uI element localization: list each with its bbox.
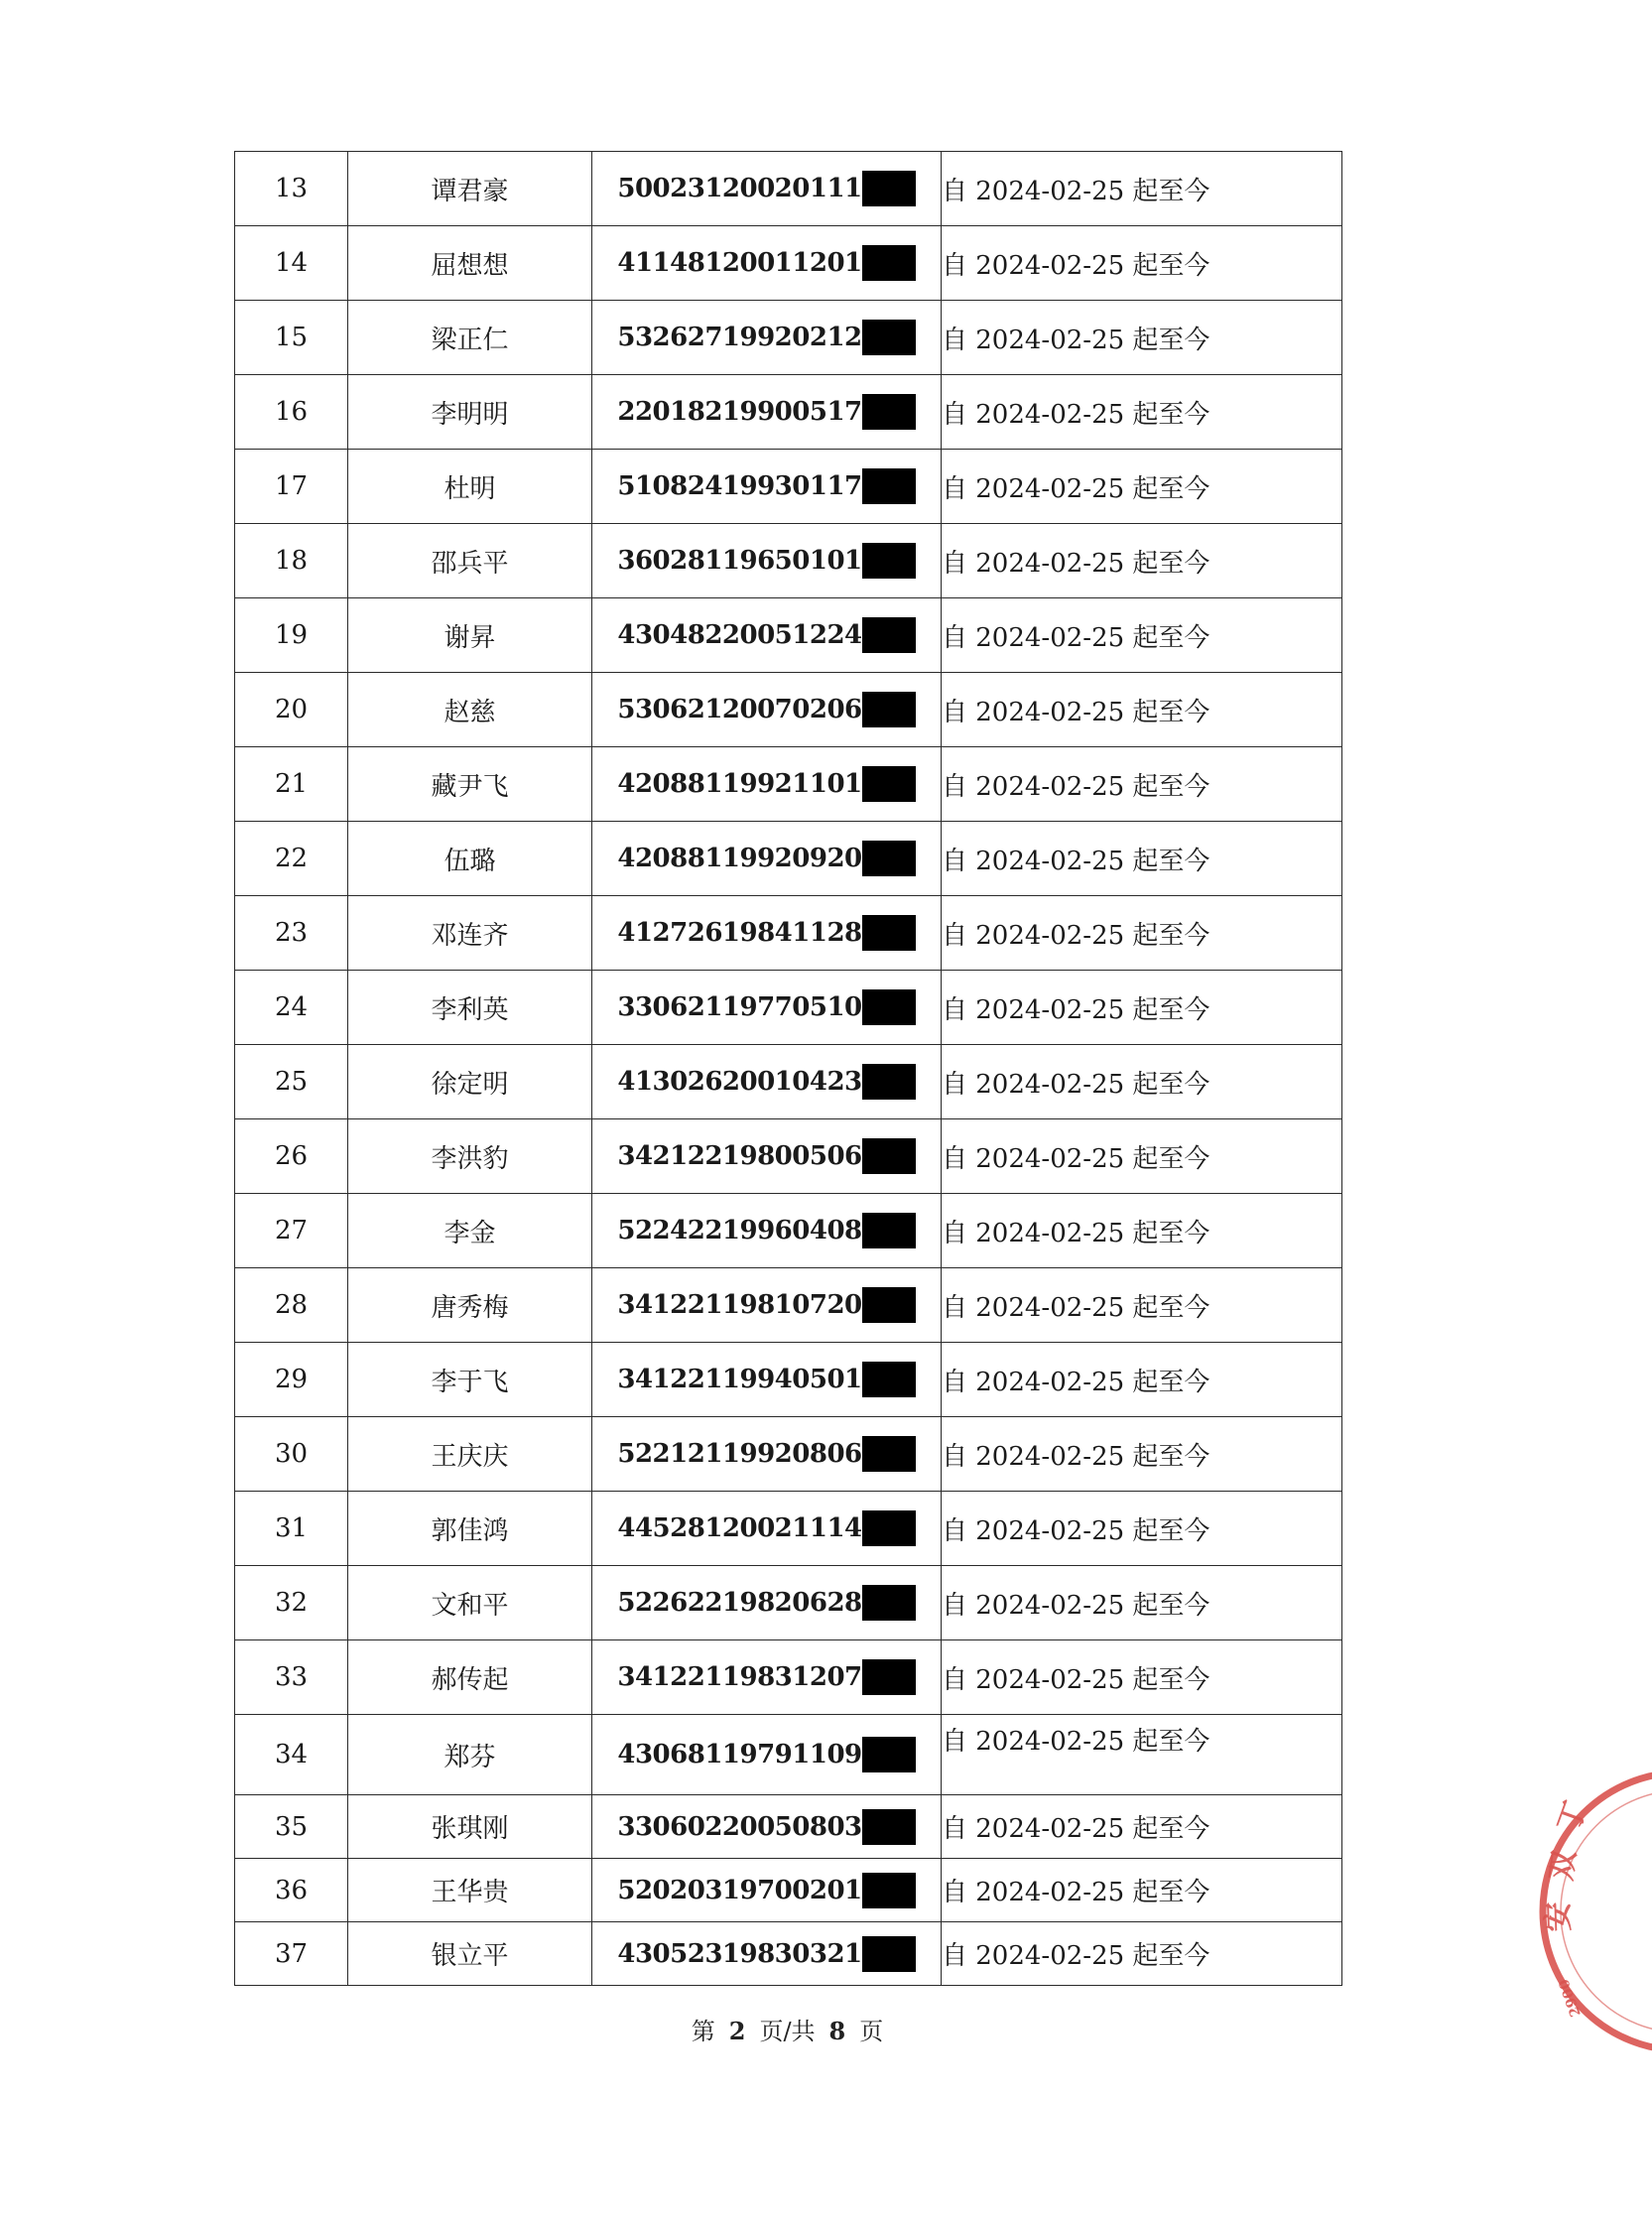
name-cell: 李明明 (348, 375, 592, 450)
name-cell: 李于飞 (348, 1343, 592, 1417)
period-cell: 自 2024-02-25 起至今 (942, 1795, 1342, 1859)
redaction-block (862, 1737, 916, 1772)
id-number-visible-digits: 33062119770510 (617, 992, 862, 1022)
row-number-cell: 24 (235, 971, 348, 1045)
name-cell: 屈想想 (348, 226, 592, 301)
id-number-wrapper (617, 1809, 915, 1845)
table-row (235, 1343, 1342, 1417)
id-number-visible-digits: 33060220050803 (617, 1811, 862, 1842)
id-number-wrapper (617, 1659, 915, 1695)
period-cell: 自 2024-02-25 起至今 (942, 1640, 1342, 1715)
id-number-wrapper (617, 171, 915, 206)
id-number-visible-digits: 42088119921101 (617, 769, 862, 799)
row-number-cell: 19 (235, 598, 348, 673)
redaction-block (862, 989, 916, 1025)
period-cell: 自 2024-02-25 起至今 (942, 747, 1342, 822)
row-number-cell: 14 (235, 226, 348, 301)
table-row (235, 971, 1342, 1045)
period-cell: 自 2024-02-25 起至今 (942, 1194, 1342, 1268)
id-number-visible-digits: 41148120011201 (617, 248, 862, 278)
roster-body (235, 152, 1342, 1986)
row-number-cell: 16 (235, 375, 348, 450)
period-cell: 自 2024-02-25 起至今 (942, 1715, 1342, 1795)
id-number-wrapper (617, 543, 915, 579)
period-cell: 自 2024-02-25 起至今 (942, 450, 1342, 524)
period-cell: 自 2024-02-25 起至今 (942, 896, 1342, 971)
row-number-cell: 23 (235, 896, 348, 971)
svg-text:2900: 2900 (1556, 1977, 1585, 2020)
id-number-wrapper (617, 1138, 915, 1174)
id-number-visible-digits: 34122119940501 (617, 1365, 862, 1394)
id-number-visible-digits: 41302620010423 (617, 1067, 862, 1097)
row-number-cell: 35 (235, 1795, 348, 1859)
id-number-cell (592, 1343, 942, 1417)
redaction-block (862, 915, 916, 951)
id-number-visible-digits: 34122119810720 (617, 1290, 862, 1320)
redaction-block (862, 1436, 916, 1472)
redaction-block (862, 1287, 916, 1323)
id-number-wrapper (617, 915, 915, 951)
id-number-wrapper (617, 1287, 915, 1323)
name-cell: 徐定明 (348, 1045, 592, 1119)
name-cell: 李金 (348, 1194, 592, 1268)
redaction-block (862, 245, 916, 281)
id-number-cell (592, 1566, 942, 1640)
redaction-block (862, 617, 916, 653)
name-cell: 李利英 (348, 971, 592, 1045)
redaction-block (862, 1064, 916, 1100)
id-number-wrapper (617, 468, 915, 504)
table-row (235, 524, 1342, 598)
id-number-visible-digits: 34212219800506 (617, 1141, 862, 1171)
period-cell: 自 2024-02-25 起至今 (942, 1922, 1342, 1986)
id-number-cell (592, 1119, 942, 1194)
id-number-visible-digits: 43048220051224 (617, 620, 862, 650)
row-number-cell: 15 (235, 301, 348, 375)
id-number-cell (592, 971, 942, 1045)
period-cell: 自 2024-02-25 起至今 (942, 226, 1342, 301)
id-number-visible-digits: 52262219820628 (617, 1588, 862, 1618)
redaction-block (862, 1213, 916, 1248)
row-number-cell: 21 (235, 747, 348, 822)
period-cell: 自 2024-02-25 起至今 (942, 1045, 1342, 1119)
svg-text:安: 安 (1540, 1900, 1577, 1932)
id-number-wrapper (617, 617, 915, 653)
row-number-cell: 36 (235, 1859, 348, 1922)
name-cell: 赵慈 (348, 673, 592, 747)
period-cell: 自 2024-02-25 起至今 (942, 1343, 1342, 1417)
id-number-cell (592, 1268, 942, 1343)
name-cell: 伍璐 (348, 822, 592, 896)
name-cell: 文和平 (348, 1566, 592, 1640)
row-number-cell: 30 (235, 1417, 348, 1492)
id-number-visible-digits: 50023120020111 (617, 174, 862, 203)
period-cell: 自 2024-02-25 起至今 (942, 971, 1342, 1045)
name-cell: 梁正仁 (348, 301, 592, 375)
id-number-cell (592, 1640, 942, 1715)
id-number-cell (592, 598, 942, 673)
name-cell: 郑芬 (348, 1715, 592, 1795)
name-cell: 谢昇 (348, 598, 592, 673)
row-number-cell: 37 (235, 1922, 348, 1986)
name-cell: 唐秀梅 (348, 1268, 592, 1343)
id-number-cell (592, 822, 942, 896)
name-cell: 谭君豪 (348, 152, 592, 226)
redaction-block (862, 766, 916, 802)
id-number-cell (592, 1045, 942, 1119)
redaction-block (862, 1362, 916, 1397)
redaction-block (862, 543, 916, 579)
name-cell: 邓连齐 (348, 896, 592, 971)
table-row (235, 1194, 1342, 1268)
id-number-cell (592, 1795, 942, 1859)
redaction-block (862, 1510, 916, 1546)
redaction-block (862, 1809, 916, 1845)
period-cell: 自 2024-02-25 起至今 (942, 152, 1342, 226)
id-number-cell (592, 1194, 942, 1268)
id-number-wrapper (617, 1362, 915, 1397)
total-pages-number: 8 (828, 2017, 846, 2045)
table-row (235, 1417, 1342, 1492)
table-row (235, 1119, 1342, 1194)
row-number-cell: 20 (235, 673, 348, 747)
id-number-wrapper (617, 1510, 915, 1546)
table-row (235, 1492, 1342, 1566)
id-number-cell (592, 1715, 942, 1795)
period-cell: 自 2024-02-25 起至今 (942, 673, 1342, 747)
name-cell: 王华贵 (348, 1859, 592, 1922)
table-row (235, 747, 1342, 822)
period-cell: 自 2024-02-25 起至今 (942, 301, 1342, 375)
table-row (235, 1566, 1342, 1640)
id-number-cell (592, 673, 942, 747)
row-number-cell: 26 (235, 1119, 348, 1194)
name-cell: 王庆庆 (348, 1417, 592, 1492)
id-number-wrapper (617, 245, 915, 281)
id-number-wrapper (617, 692, 915, 727)
row-number-cell: 22 (235, 822, 348, 896)
name-cell: 邵兵平 (348, 524, 592, 598)
table-row (235, 1715, 1342, 1795)
id-number-visible-digits: 34122119831207 (617, 1662, 862, 1692)
id-number-visible-digits: 41272619841128 (617, 918, 862, 948)
name-cell: 郝传起 (348, 1640, 592, 1715)
id-number-visible-digits: 52242219960408 (617, 1216, 862, 1245)
table-row (235, 1795, 1342, 1859)
id-number-wrapper (617, 989, 915, 1025)
id-number-visible-digits: 22018219900517 (617, 397, 862, 427)
id-number-cell (592, 747, 942, 822)
table-row (235, 598, 1342, 673)
name-cell: 藏尹飞 (348, 747, 592, 822)
id-number-visible-digits: 53062120070206 (617, 695, 862, 724)
name-cell: 银立平 (348, 1922, 592, 1986)
row-number-cell: 25 (235, 1045, 348, 1119)
id-number-cell (592, 226, 942, 301)
row-number-cell: 31 (235, 1492, 348, 1566)
table-row (235, 1922, 1342, 1986)
page-footer (0, 2012, 1575, 2046)
redaction-block (862, 841, 916, 876)
id-number-cell (592, 1922, 942, 1986)
id-number-wrapper (617, 1873, 915, 1908)
row-number-cell: 33 (235, 1640, 348, 1715)
period-cell: 自 2024-02-25 起至今 (942, 598, 1342, 673)
id-number-wrapper (617, 841, 915, 876)
id-number-wrapper (617, 1064, 915, 1100)
table-row (235, 375, 1342, 450)
period-cell: 自 2024-02-25 起至今 (942, 375, 1342, 450)
id-number-cell (592, 152, 942, 226)
id-number-cell (592, 375, 942, 450)
id-number-visible-digits: 43052319830321 (617, 1938, 862, 1969)
row-number-cell: 29 (235, 1343, 348, 1417)
id-number-wrapper (617, 1213, 915, 1248)
id-number-visible-digits: 52212119920806 (617, 1439, 862, 1469)
id-number-visible-digits: 52020319700201 (617, 1875, 862, 1905)
id-number-wrapper (617, 394, 915, 430)
redaction-block (862, 1659, 916, 1695)
id-number-visible-digits: 53262719920212 (617, 323, 862, 352)
period-cell: 自 2024-02-25 起至今 (942, 1119, 1342, 1194)
table-row (235, 1268, 1342, 1343)
id-number-wrapper (617, 1936, 915, 1972)
table-row (235, 896, 1342, 971)
table-row (235, 822, 1342, 896)
redaction-block (862, 468, 916, 504)
table-row (235, 301, 1342, 375)
row-number-cell: 28 (235, 1268, 348, 1343)
redaction-block (862, 692, 916, 727)
roster-table (234, 151, 1342, 1986)
row-number-cell: 17 (235, 450, 348, 524)
name-cell: 张琪刚 (348, 1795, 592, 1859)
red-seal-stamp (1533, 1765, 1652, 2062)
name-cell: 杜明 (348, 450, 592, 524)
row-number-cell: 34 (235, 1715, 348, 1795)
redaction-block (862, 1936, 916, 1972)
row-number-cell: 27 (235, 1194, 348, 1268)
table-row (235, 673, 1342, 747)
table-row (235, 1640, 1342, 1715)
id-number-cell (592, 896, 942, 971)
period-cell: 自 2024-02-25 起至今 (942, 1492, 1342, 1566)
table-row (235, 1045, 1342, 1119)
row-number-cell: 18 (235, 524, 348, 598)
id-number-cell (592, 450, 942, 524)
table-row (235, 1859, 1342, 1922)
svg-text:丁: 丁 (1551, 1796, 1594, 1837)
table-row (235, 450, 1342, 524)
id-number-cell (592, 524, 942, 598)
id-number-wrapper (617, 1436, 915, 1472)
id-number-visible-digits: 51082419930117 (617, 471, 862, 501)
id-number-cell (592, 1417, 942, 1492)
name-cell: 郭佳鸿 (348, 1492, 592, 1566)
row-number-cell: 13 (235, 152, 348, 226)
footer-prefix: 第 (691, 2018, 715, 2045)
table-row (235, 152, 1342, 226)
svg-text:双: 双 (1544, 1848, 1584, 1884)
redaction-block (862, 171, 916, 206)
period-cell: 自 2024-02-25 起至今 (942, 1566, 1342, 1640)
period-cell: 自 2024-02-25 起至今 (942, 1268, 1342, 1343)
id-number-visible-digits: 44528120021114 (617, 1513, 862, 1543)
id-number-cell (592, 301, 942, 375)
period-cell: 自 2024-02-25 起至今 (942, 524, 1342, 598)
period-cell: 自 2024-02-25 起至今 (942, 822, 1342, 896)
id-number-wrapper (617, 1737, 915, 1772)
id-number-visible-digits: 42088119920920 (617, 844, 862, 873)
current-page-number: 2 (728, 2017, 746, 2045)
id-number-wrapper (617, 766, 915, 802)
row-number-cell: 32 (235, 1566, 348, 1640)
id-number-visible-digits: 43068119791109 (617, 1740, 862, 1769)
redaction-block (862, 1873, 916, 1908)
table-row (235, 226, 1342, 301)
redaction-block (862, 394, 916, 430)
id-number-visible-digits: 36028119650101 (617, 546, 862, 576)
redaction-block (862, 320, 916, 355)
id-number-cell (592, 1859, 942, 1922)
id-number-cell (592, 1492, 942, 1566)
id-number-wrapper (617, 320, 915, 355)
name-cell: 李洪豹 (348, 1119, 592, 1194)
footer-suffix: 页 (859, 2018, 884, 2045)
period-cell: 自 2024-02-25 起至今 (942, 1859, 1342, 1922)
redaction-block (862, 1585, 916, 1621)
footer-middle: 页/共 (759, 2018, 816, 2045)
period-cell: 自 2024-02-25 起至今 (942, 1417, 1342, 1492)
redaction-block (862, 1138, 916, 1174)
id-number-wrapper (617, 1585, 915, 1621)
